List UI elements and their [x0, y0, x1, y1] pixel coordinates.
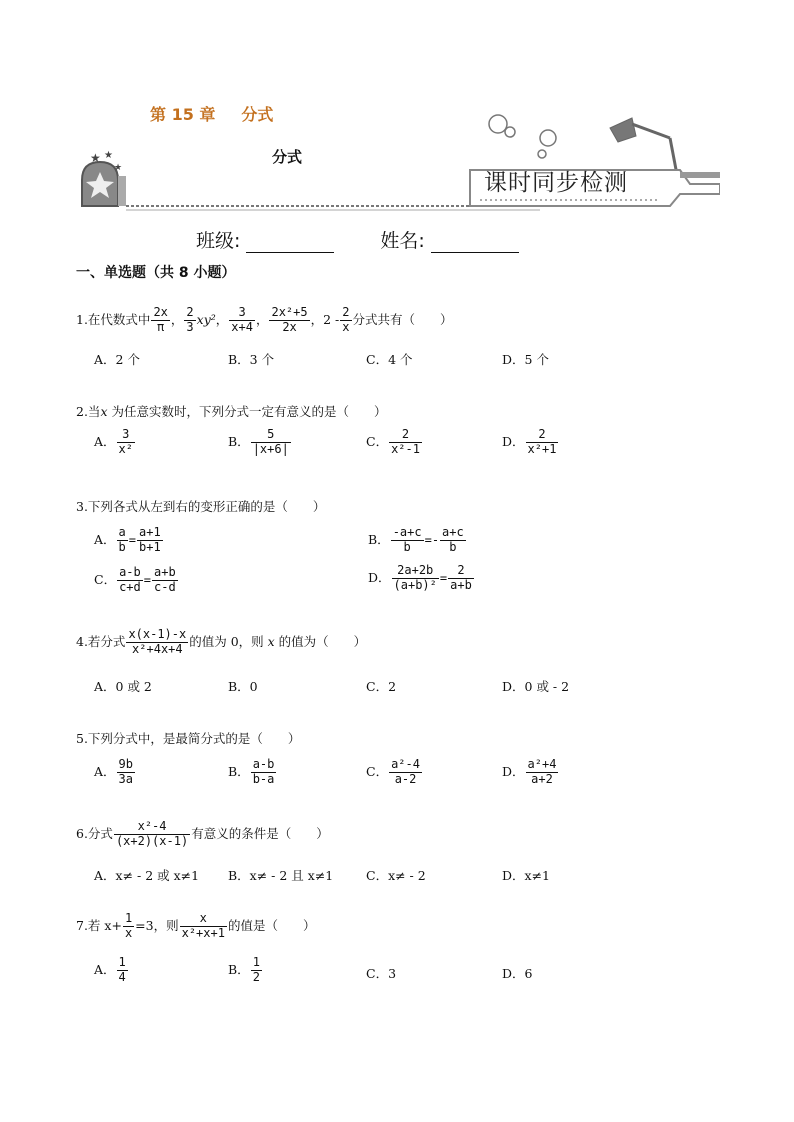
q4-option-d[interactable]: D．0 或 - 2: [502, 679, 570, 694]
badge-icon: [82, 150, 126, 206]
question-5: 5.下列分式中，是最简分式的是（ ）: [76, 731, 301, 746]
q3-option-b[interactable]: B． $\frac{-a+c}{b}$ =- $\frac{a+c}{b}$: [368, 525, 464, 554]
fraction: $\frac{2}{x}$: [342, 305, 350, 334]
question-3: 3.下列各式从左到右的变形正确的是（ ）: [76, 499, 326, 514]
q2-option-c[interactable]: C． $\frac{2}{\text{x²-1}}$: [366, 427, 420, 456]
question-1: 1.在代数式中 $\frac{2x}{\pi}$ ， $\frac{2}{3}$ xy²， $\frac{3}{x+4}$ ， $\frac{\text{2x²+5}}{2x}$ ，2 - $\frac{2}{x}$ 分式共有（ ）: [76, 305, 453, 334]
q5-option-d[interactable]: D． $\frac{\text{a²+4}}{a+2}$: [502, 757, 557, 786]
q5-option-b[interactable]: B． $\frac{a-b}{b-a}$: [228, 757, 275, 786]
question-6: 6.分式 $\frac{\text{x²-4}}{(x+2)(x-1)}$ 有意义的条件是（ ）: [76, 819, 329, 848]
q1-option-c[interactable]: C．4 个: [366, 352, 413, 367]
class-field[interactable]: [246, 234, 334, 253]
q5-option-c[interactable]: C． $\frac{\text{a²-4}}{a-2}$: [366, 757, 420, 786]
q1-option-b[interactable]: B．3 个: [228, 352, 275, 367]
q5-option-a[interactable]: A． $\frac{9b}{3a}$: [94, 757, 133, 786]
q6-option-a[interactable]: A．x≠ - 2 或 x≠1: [94, 868, 200, 883]
svg-text:★: ★: [90, 151, 101, 165]
class-label: 班级:: [196, 230, 241, 252]
q3-option-d[interactable]: D． $\frac{2a+2b}{\text{(a+b)²}}$ = $\frac{2}{a+b}$: [368, 563, 472, 592]
q1-option-a[interactable]: A．2 个: [94, 352, 140, 367]
q6-option-c[interactable]: C．x≠ - 2: [366, 868, 426, 883]
chapter-label: 第 15 章: [150, 105, 216, 124]
fraction: $\frac{3}{x+4}$: [231, 305, 253, 334]
q6-option-d[interactable]: D．x≠1: [502, 868, 550, 883]
chapter-topic: 分式: [241, 105, 274, 124]
fraction: $\frac{2}{3}$: [186, 305, 194, 334]
fraction: $\frac{\text{2x²+5}}{2x}$: [271, 305, 308, 334]
header-banner: [70, 110, 720, 214]
svg-text:★: ★: [114, 163, 123, 173]
question-text: 1.在代数式中: [76, 311, 151, 327]
name-label: 姓名:: [380, 230, 425, 252]
question-7: 7.若 x+ $\frac{1}{x}$ =3，则 $\frac{x}{\text{x²+x+1}}$ 的值是（ ）: [76, 911, 316, 940]
q7-option-b[interactable]: B． $\frac{1}{2}$: [228, 955, 260, 984]
section-title: 一、单选题（共 8 小题）: [76, 265, 236, 281]
banner-text: 课时同步检测: [484, 170, 628, 196]
fraction: $\frac{2x}{\pi}$: [153, 305, 168, 334]
q7-option-c[interactable]: C．3: [366, 966, 397, 981]
q3-option-c[interactable]: C． $\frac{a-b}{c+d}$ = $\frac{a+b}{c-d}$: [94, 565, 176, 594]
question-4: 4.若分式 $\frac{x(x-1)-x}{\text{x²+4x+4}}$ 的值为 0，则 x 的值为（ ）: [76, 627, 367, 656]
fraction: $\frac{\text{x²-4}}{(x+2)(x-1)}$: [115, 819, 189, 848]
q7-option-a[interactable]: A． $\frac{1}{4}$: [94, 955, 126, 984]
q2-option-a[interactable]: A． $\frac{3}{\text{x²}}$: [94, 427, 133, 456]
q2-option-b[interactable]: B． $\frac{5}{|x+6|}$: [228, 427, 289, 456]
svg-text:★: ★: [104, 150, 113, 161]
q3-option-a[interactable]: A． $\frac{a}{b}$ = $\frac{a+1}{b+1}$: [94, 525, 161, 554]
fraction: $\frac{x(x-1)-x}{\text{x²+4x+4}}$: [128, 627, 187, 656]
q6-option-b[interactable]: B．x≠ - 2 且 x≠1: [228, 868, 334, 883]
fraction: $\frac{1}{x}$: [124, 911, 133, 940]
q4-option-a[interactable]: A．0 或 2: [94, 679, 152, 694]
student-info-line: [196, 226, 519, 253]
lesson-title: 分式: [272, 148, 303, 166]
q4-option-c[interactable]: C．2: [366, 679, 397, 694]
fraction: $\frac{x}{\text{x²+x+1}}$: [181, 911, 225, 940]
q7-option-d[interactable]: D．6: [502, 966, 533, 981]
question-2: 2.当x 为任意实数时，下列分式一定有意义的是（ ）: [76, 404, 387, 419]
q2-option-d[interactable]: D． $\frac{2}{\text{x²+1}}$: [502, 427, 557, 456]
q1-option-d[interactable]: D．5 个: [502, 352, 549, 367]
name-field[interactable]: [431, 234, 519, 253]
q4-option-b[interactable]: B．0: [228, 679, 258, 694]
bubbles-icon: [489, 115, 556, 158]
